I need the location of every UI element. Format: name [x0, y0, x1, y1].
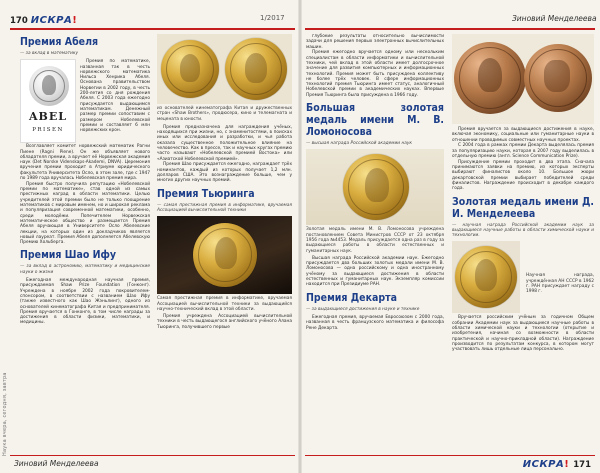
- abel-title: Премия Абеля: [20, 36, 99, 48]
- right-col-2: [452, 34, 594, 353]
- turing-continued: глубокие результаты относительно вычислимости задачи для решения первых электронных вычислительных машин.: [306, 34, 444, 50]
- header-rule-left: [10, 28, 295, 30]
- mendeleev-text: Вручается российским учёным за годичном Общем собрании Академии наук за выдающиеся научные работы в области химической науки и технологии (открытие и изобретения, начиная со возможности в области практической и научно-прикладной области). Награждение производится по результатам конкурса, в котором могут участвовать лишь отдельные лица персонально.: [452, 315, 594, 353]
- lomonosov-text: Высшая награда Российской академии наук. Ежегодно присуждается два больших золотых медали имени М. В. Ломоносова — одна российскому и одна иностранному учёному за выдающиеся достижения в области естественных и гуманитарных наук. Экземпляр комиссии находится при Президиуме РАН.: [306, 255, 444, 288]
- descartes-text: Ежегодная премия, вручаемая Евросоюзом с 2000 года, названная в честь французского математика и философа Рене Декарта.: [306, 314, 444, 331]
- turing-title: Премия Тьюринга: [157, 187, 255, 200]
- left-col-1: [20, 34, 150, 326]
- page-number-left: 170: [10, 15, 28, 26]
- header-author-right: Зиновий Менделеева: [512, 14, 597, 23]
- left-header: [10, 14, 295, 27]
- descartes-medals-image: [452, 34, 594, 124]
- descartes-medal-back: [524, 44, 592, 112]
- mendeleev-lead: — научная награда Российской академии наук за выдающиеся научные работы в области химической науки и технологии.: [452, 223, 594, 239]
- lomonosov-lead: — высшая награда Российской академии наук: [306, 141, 444, 146]
- abel-text-1: Премия по математике, названная так в честь норвежского математика Нильса Хенрика Абеля. Основана правительством Норвегии в 2002 году, в честь 200-летия со дня рождения Абеля. С 2003 года ежегодно присуждается выдающимся математикам. Денежный размер премии сопоставим с размером Нобелевской премии и составляет 6 млн норвежских крон.: [80, 59, 150, 134]
- abel-float-area: [20, 59, 150, 144]
- turing-caption: Самая престижная премия в информатике, вручаемая Ассоциацией вычислительной техники за выдающийся научно-технический вклад в этой области.: [157, 296, 292, 312]
- mendeleev-caption: Научная награда, учреждённая АН СССР в 1962 г. РАН присуждает награду с 1998 г.: [526, 273, 594, 295]
- abel-prize-image: [20, 59, 76, 143]
- lomonosov-title: Большая золотая медаль имени М. В. Ломоносова: [306, 102, 444, 139]
- shaw-medal-2: [225, 38, 287, 100]
- footer-rule-left: [10, 455, 295, 456]
- shaw-caption: из основателей кинематографа Китая и дружественных стран «Shaw Brothers», продюсера, кино и телемагната и мецената в юности.: [157, 106, 292, 122]
- turing-lead: — самая престижная премия в информатике, вручаемая Ассоциацией вычислительной техники: [157, 203, 292, 214]
- shaw-medals-image: [157, 34, 292, 104]
- footer-rule-right: [305, 455, 595, 456]
- shaw-text-3: Премия Шао присуждается ежегодно, награждает трёх номинантов, каждый из которых получает 1,2 млн. долларов США. Это вознаграждение больше, чем у многих других научных премий.: [157, 162, 292, 184]
- turing-text: Премия учреждена Ассоциацией вычислительной техники в честь выдающегося английского учёного Алана Тьюринга, получившего первые: [157, 314, 292, 330]
- shaw-medal-1: [161, 40, 219, 98]
- abel-text-2: Возглавляет комитет норвежский математик Рагни Пиене (Ragni Piene). Он же объявляет нового обладателя премии, а вручает её Норвежская академия наук (Det Norske Videnskaps-Akademi, DNVA). Церемония вручения премии проходит в Aтриуме юридического факультета Университета Осло, в этом зале, где с 1947 по 1989 года вручалась Нобелевская премия мира.: [20, 144, 150, 182]
- page-number-right: 171: [573, 459, 591, 470]
- abel-text-3: Премия быстро получила репутацию «Нобелевской премии по математике», став одной из самых престижных наград в области математики. Целью учредителей этой премии было не только поощрение математиков с мировым именем, но и широкая реклама и популяризация современной математики, особенно, среди молодёжи. Попечителем Норвежская математическое общество и размещается Премия Абеля вручающая в Университете Осло Абелевские лекции, на которых один из докладчиков является новый лауреат. Премия Абеля дополняется Абелевскую Премию Хольберга.: [20, 181, 150, 246]
- shaw-title: Премия Шао Ифу: [20, 249, 117, 262]
- mendeleev-float-area: [452, 241, 594, 315]
- lomonosov-caption: Золотая медаль имени М. В. Ломоносова учреждена постановлением Совета Министров СССР от 23 октября 1956 года №4453. Медаль присуждается одна раз в году за выдающиеся работы в области естественных и гуманитарных наук.: [306, 227, 444, 254]
- shaw-text-2: Премия предназначена для награждения учёных, находящихся при жизни, но, с знаменитостями, в поисках иных или исследования и разработки, и чья работа оказала существенное положительное влияние на человечество. Как в прессе, так и научных кругах премию часто называют «Нобелевской премией Востока» или «Азиатской Нобелевской премией».: [157, 124, 292, 162]
- issue-number: 1/2017: [260, 14, 285, 22]
- descartes-text-4: Присуждение премии проходит в два этапа. Сначала принимаются заявки на премию, из которых эксперты выбирают финалистов около 10. Большое жюри декартовской премии выбирает победителей среди финалистов. Награждение происходит в декабре каждого года.: [452, 159, 594, 192]
- abel-logo-text: ABEL: [29, 110, 67, 124]
- shaw-text: Ежегодная международная научная премия, присуждаемая Shaw Prize Foundation (Гонконг). Учреждена в ноябре 2002 года покровителем-спонсором, в соответствии с названием Шао Ифу (также известного как Шао Жэньлинг), одного из основателей кинематографа Китая и предпринимателя. Премия вручается в Гонконге, в том числе награды за достижения в области физики, математики, и медицины.: [20, 278, 150, 326]
- right-footer: [500, 458, 594, 471]
- side-section-label: Наука вчера, сегодня, завтра: [2, 372, 8, 456]
- turing-medal-image: [157, 216, 292, 294]
- descartes-lead: — за выдающиеся достижения в науке и технике: [306, 307, 444, 312]
- lomonosov-medal-image: [306, 149, 444, 225]
- descartes-text-3: С 2004 года в рамках премии Декарта выделялась премия за популяризацию науки, которая в 2007 году выделилась в отдельную премию (англ. Science Communication Prize).: [452, 143, 594, 159]
- descartes-medal-front: [454, 42, 526, 114]
- abel-lead: — за вклад в математику: [20, 51, 150, 56]
- shaw-lead: — за вклад в астрономию, математику и медицинские науки о жизни: [20, 264, 150, 275]
- abel-logo-subtext: PRISEN: [32, 127, 64, 134]
- turing-text-2: Премия ежегодно вручается одному или нескольким специалистам в области информатики и вычислительной техники, чей вклад в этой области имеет долгосрочное значение для развития компьютерных и информационных технологий. Премия может быть присуждена коллективу не более трёх человек. В сфере информационных технологий премия Тьюринга имеет статус, аналогичный Нобелевской премии в академических науках. Впервые Премия Тьюринга была присуждена в 1966 году.: [306, 50, 444, 98]
- descartes-title: Премия Декарта: [306, 291, 397, 304]
- turing-medal: [193, 223, 257, 287]
- mendeleev-medal-image: [452, 241, 520, 313]
- mendeleev-medal: [455, 246, 517, 308]
- mendeleev-title: Золотая медаль имени Д. И. Менделеева: [452, 195, 594, 220]
- abel-emblem: [29, 66, 69, 106]
- left-col-2: [157, 34, 292, 331]
- descartes-text-2: Премия вручается за выдающиеся достижения в науке, включая экономику, социальные или гуманитарные науки в отношении проводимых совместных научных проектах.: [452, 127, 594, 143]
- right-col-1: [306, 34, 444, 331]
- footer-author-left: Зиновий Менделеева: [14, 459, 99, 468]
- magazine-logo-left: ИСКРА!: [30, 15, 78, 26]
- right-page: [300, 0, 600, 473]
- magazine-logo-right: ИСКРА!: [522, 459, 570, 470]
- lomonosov-medal: [343, 154, 409, 220]
- header-rule-right: [305, 28, 595, 30]
